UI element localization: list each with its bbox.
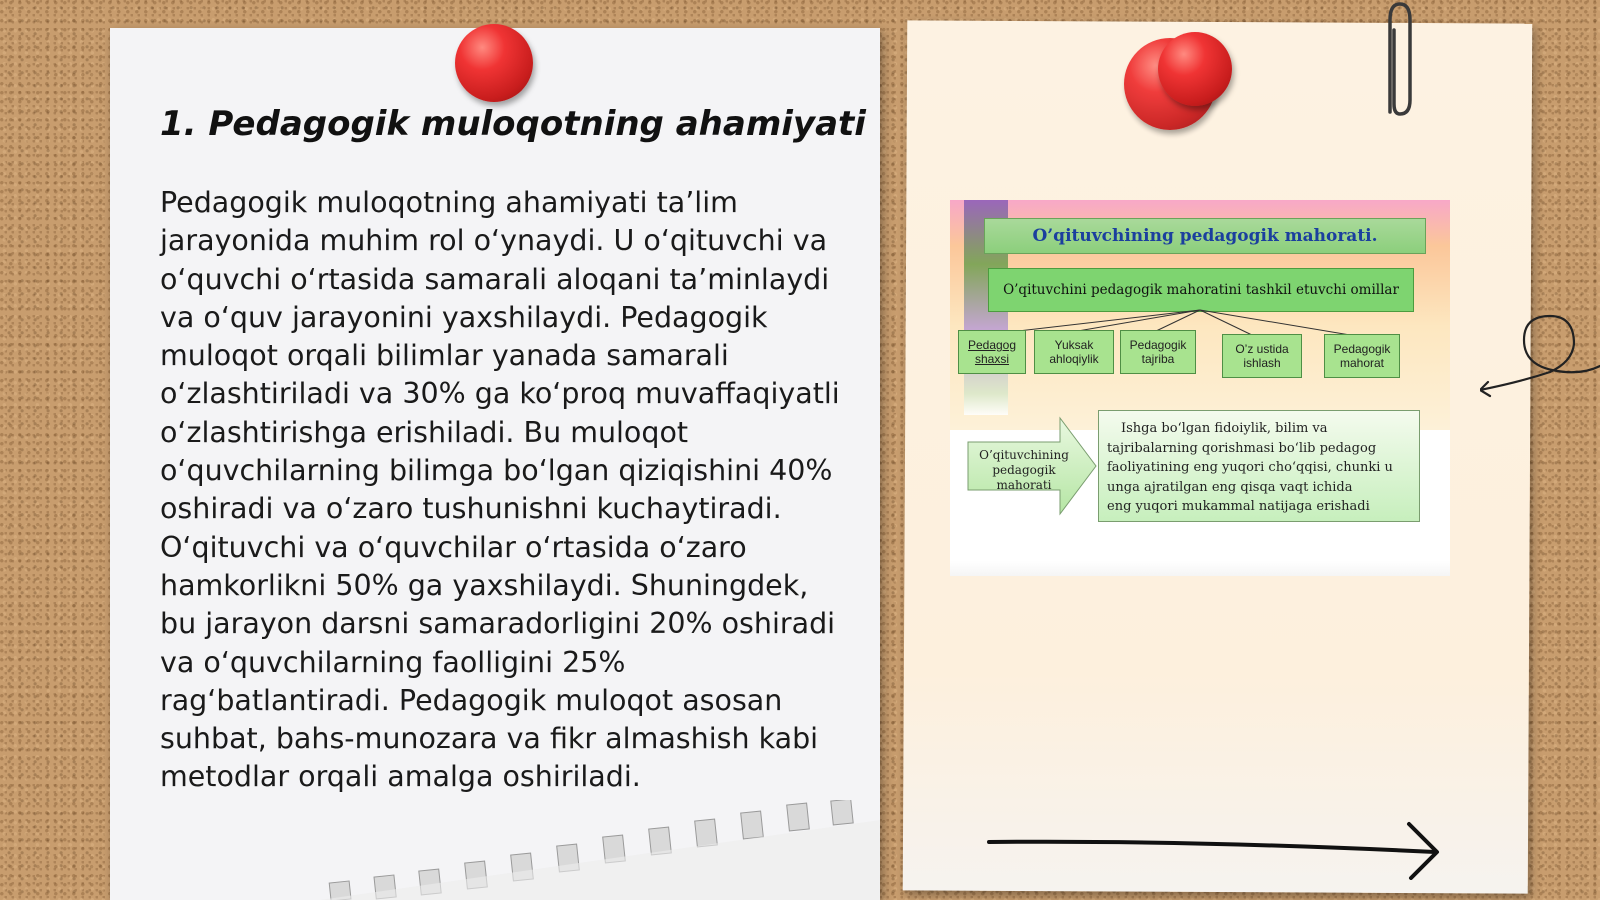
slide-arrow-label: O’qituvchining pedagogik mahorati	[979, 448, 1069, 492]
paperclip-icon	[1380, 0, 1414, 120]
pushpin-left-icon	[455, 24, 533, 102]
slide-subtitle: O’qituvchini pedagogik mahoratini tashkil etuvchi omillar	[988, 268, 1414, 312]
slide-factor-box: Pedagogik mahorat	[1324, 334, 1400, 378]
slide-factor-box: Yuksak ahloqiylik	[1034, 330, 1114, 374]
slide-title: O’qituvchining pedagogik mahorati.	[984, 218, 1426, 254]
slide-factor-box: O’z ustida ishlash	[1222, 334, 1302, 378]
torn-tabs-decoration	[320, 800, 880, 900]
body-paragraph: Pedagogik muloqotning ahamiyati ta’lim jarayonida muhim rol o‘ynaydi. U o‘qituvchi va o‘quvchi o‘rtasida samarali aloqani ta’minlaydi va o‘quv jarayonini yaxshilaydi. Pedagogik muloqot orqali bilimlar yanada samarali o‘zlashtiriladi va 30% ga ko‘proq muvaffaqiyatli o‘zlashtirishga erishiladi. Bu muloqot o‘quvchilarning bilimga bo‘lgan qiziqishini 40% oshiradi va o‘zaro tushunishni kuchaytiradi. O‘qituvchi va o‘quvchilar o‘rtasida o‘zaro hamkorlikni 50% ga yaxshilaydi. Shuningdek, bu jarayon darsni samaradorligini 20% oshiradi va o‘quvchilarning faolligini 25% rag‘batlantiradi. Pedagogik muloqot asosan suhbat, bahs-munozara va fikr almashish kabi metodlar orqali amalga oshiriladi.	[160, 186, 840, 794]
embedded-slide	[950, 200, 1450, 576]
long-arrow-icon	[985, 820, 1445, 880]
slide-description-box: Ishga bo‘lgan fidoiylik, bilim va tajribalarning qorishmasi bo‘lib pedagog faoliyatining eng yuqori cho‘qqisi, chunki u unga ajratilgan eng qisqa vaqt ichida eng yuqori mukammal natijaga erishadi	[1098, 410, 1420, 522]
slide-factor-box: Pedagog shaxsi	[958, 330, 1026, 374]
slide-factor-box: Pedagogik tajriba	[1120, 330, 1196, 374]
pushpin-right-front-icon	[1158, 32, 1232, 106]
spiral-arrow-doodle	[1480, 310, 1600, 410]
page-title: 1. Pedagogik muloqotning ahamiyati	[160, 104, 866, 144]
